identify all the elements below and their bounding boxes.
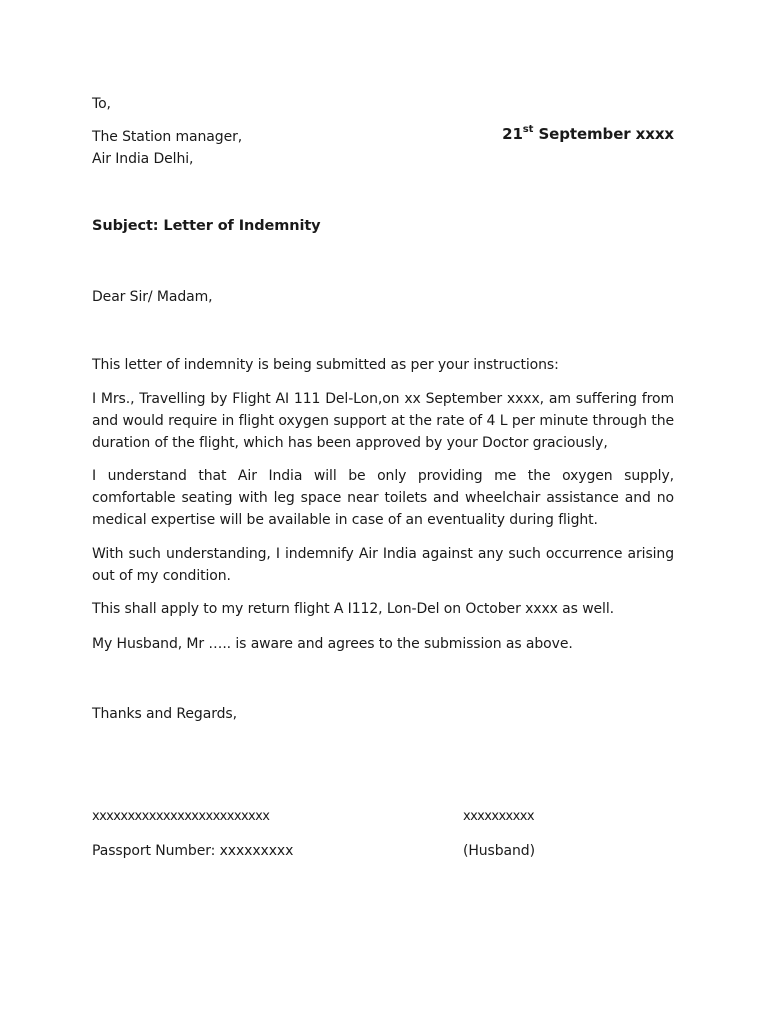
paragraph-2: I Mrs., Travelling by Flight AI 111 Del-Lon,on xx September xxxx, am suffering from and would require in flight oxygen support at the rate of 4 L per minute through the duration of the flight, which has been approved by your Doctor graciously, <box>92 391 674 451</box>
paragraph-4: With such understanding, I indemnify Air India against any such occurrence arising out of my condition. <box>92 546 674 584</box>
letter-closing: Thanks and Regards, <box>92 706 237 722</box>
paragraph-6: My Husband, Mr ….. is aware and agrees to the submission as above. <box>92 636 573 652</box>
signature-placeholder: xxxxxxxxxxxxxxxxxxxxxxxxx <box>92 809 270 824</box>
recipient-line-1: The Station manager, <box>92 129 243 145</box>
date-rest: September xxxx <box>533 125 674 143</box>
letter-date <box>502 125 674 143</box>
passport-number-line: Passport Number: xxxxxxxxx <box>92 843 294 859</box>
recipient-line-2: Air India Delhi, <box>92 151 194 167</box>
husband-signature-placeholder: xxxxxxxxxx <box>463 809 534 824</box>
letter-subject: Subject: Letter of Indemnity <box>92 218 321 234</box>
paragraph-3: I understand that Air India will be only providing me the oxygen supply, comfortable seating with leg space near toilets and wheelchair assistance and no medical expertise will be available in case of an eventuality during flight. <box>92 468 674 528</box>
paragraph-5: This shall apply to my return flight A I112, Lon-Del on October xxxx as well. <box>92 601 614 617</box>
salutation-to: To, <box>92 96 111 112</box>
date-day: 21 <box>502 125 523 143</box>
date-suffix: st <box>522 124 534 135</box>
letter-greeting: Dear Sir/ Madam, <box>92 289 213 305</box>
husband-label: (Husband) <box>463 843 535 859</box>
paragraph-1: This letter of indemnity is being submitted as per your instructions: <box>92 357 559 373</box>
